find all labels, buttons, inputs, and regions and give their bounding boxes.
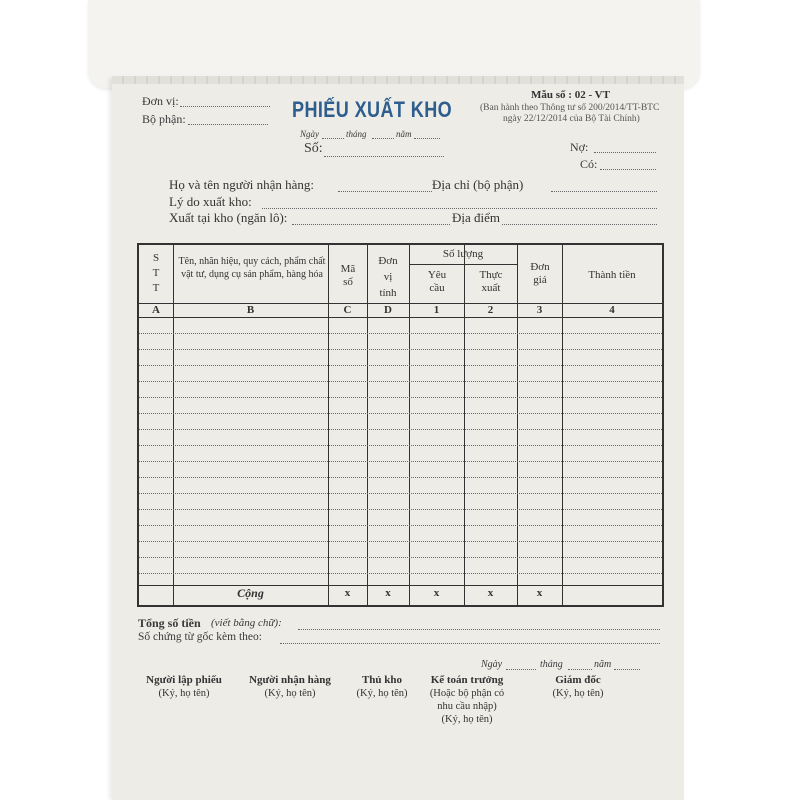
header-don-vi-tinh: Đơn vị tính [378, 255, 398, 299]
signature-giam-doc [536, 674, 620, 700]
col-line [328, 245, 329, 605]
binding-perforation [112, 76, 684, 84]
signature-sub: (Hoặc bộ phận có nhu cầu nhập) [429, 688, 505, 712]
footer-ngay-label: Ngày [481, 659, 503, 670]
total-label: Cộng [237, 586, 264, 600]
col-line [517, 245, 518, 605]
code-cell: B [246, 304, 255, 316]
signature-title: Người nhận hàng [249, 674, 331, 686]
signature-nguoi-nhan-hang [240, 674, 340, 700]
don-vi-line [180, 106, 270, 107]
signature-sub: (Ký, họ tên) [264, 688, 316, 699]
signature-sub: (Ký, họ tên) [356, 688, 408, 699]
total-mark: x [487, 587, 494, 599]
header-so-luong: Số lượng [442, 248, 484, 260]
footer-thang-line [568, 669, 592, 670]
header-thuc-xuat: Thực xuất [479, 269, 503, 294]
code-cell: A [152, 304, 160, 316]
code-cell: 2 [487, 304, 494, 316]
row-line [139, 413, 662, 414]
ly-do-line [262, 208, 657, 209]
row-line [139, 461, 662, 462]
row-line [139, 381, 662, 382]
co-line [600, 169, 656, 170]
col-line [464, 245, 465, 605]
dia-diem-line [502, 224, 657, 225]
col-line [562, 245, 563, 605]
dia-chi-line [551, 191, 657, 192]
col-line [173, 245, 174, 605]
header-stt: S T T [152, 252, 160, 294]
dia-chi-label: Địa chỉ (bộ phận) [432, 177, 524, 192]
so-chung-tu-line [280, 643, 660, 644]
bo-phan-line [188, 124, 268, 125]
so-luong-divider [409, 264, 517, 265]
thang-line [372, 138, 394, 139]
mau-so: Mẫu số : 02 - VT [531, 89, 610, 101]
ban-hanh-line-2: ngày 22/12/2014 của Bộ Tài Chính) [503, 114, 640, 124]
signature-thu-kho [346, 674, 418, 700]
signature-title: Thủ kho [361, 674, 403, 686]
code-cell: D [384, 304, 392, 316]
ngay-label: Ngày [300, 129, 319, 139]
row-line [139, 477, 662, 478]
code-cell: 3 [536, 304, 543, 316]
nguoi-nhan-line [338, 191, 432, 192]
signature-title: Kế toán trưởng [430, 674, 504, 686]
no-label: Nợ: [570, 140, 589, 154]
col-line [367, 245, 368, 605]
row-line [139, 493, 662, 494]
code-cell: 4 [609, 304, 615, 316]
footer-nam-label: năm [594, 659, 612, 670]
nguoi-nhan-label: Họ và tên người nhận hàng: [169, 177, 314, 192]
row-line [139, 365, 662, 366]
no-line [594, 152, 656, 153]
row-line [139, 525, 662, 526]
dia-diem-label: Địa điểm [452, 210, 501, 225]
items-table [137, 243, 664, 607]
footer-ngay-line [506, 669, 536, 670]
so-chung-tu-label: Số chứng từ gốc kèm theo: [138, 631, 262, 643]
tong-so-tien-line [298, 629, 660, 630]
signature-title: Người lập phiếu [146, 674, 222, 686]
ly-do-label: Lý do xuất kho: [169, 194, 252, 209]
header-yeu-cau: Yêu cầu [427, 269, 447, 294]
xuat-tai-kho-line [292, 224, 450, 225]
row-line [139, 333, 662, 334]
row-line [139, 429, 662, 430]
so-label: Số: [304, 141, 323, 156]
nam-label: năm [396, 129, 412, 139]
row-line [139, 573, 662, 574]
signature-title: Giám đốc [555, 674, 601, 686]
signature-sub: (Ký, họ tên) [552, 688, 604, 699]
header-ten-hang: Tên, nhãn hiệu, quy cách, phẩm chất vật tư, dụng cụ sản phẩm, hàng hóa [178, 256, 326, 280]
row-line [139, 397, 662, 398]
signature-sub: (Ký, họ tên) [158, 688, 210, 699]
don-vi-label: Đơn vị: [142, 94, 179, 108]
header-ma-so: Mã số [340, 263, 356, 288]
footer-thang-label: tháng [540, 659, 563, 670]
row-line [139, 349, 662, 350]
notebook-cover-flap [88, 0, 700, 88]
row-line [139, 541, 662, 542]
ban-hanh-line-1: (Ban hành theo Thông tư số 200/2014/TT-BTC [480, 103, 660, 113]
total-mark: x [385, 587, 391, 599]
signature-ke-toan-truong [424, 674, 510, 726]
co-label: Có: [580, 157, 598, 171]
total-mark: x [433, 587, 440, 599]
header-thanh-tien: Thành tiền [588, 269, 636, 281]
viet-bang-chu-label: (viết bằng chữ): [211, 617, 282, 629]
form-title: PHIẾU XUẤT KHO [292, 97, 453, 122]
xuat-tai-kho-label: Xuất tại kho (ngăn lô): [169, 210, 288, 225]
so-line [324, 156, 444, 157]
footer-nam-line [614, 669, 640, 670]
row-line [139, 557, 662, 558]
total-mark: x [344, 587, 351, 599]
row-line [139, 445, 662, 446]
code-cell: C [343, 304, 352, 316]
row-line [139, 509, 662, 510]
header-don-gia: Đơn giá [530, 261, 550, 286]
thang-label: tháng [346, 129, 367, 139]
signature-sub: (Ký, họ tên) [441, 714, 493, 725]
ngay-line [322, 138, 344, 139]
nam-line [414, 138, 440, 139]
code-row-line [139, 317, 662, 318]
bo-phan-label: Bộ phận: [142, 112, 186, 126]
tong-so-tien-label: Tổng số tiền [138, 616, 201, 630]
code-cell: 1 [433, 304, 440, 316]
total-mark: x [536, 587, 543, 599]
signature-nguoi-lap-phieu [136, 674, 232, 700]
col-line [409, 245, 410, 605]
